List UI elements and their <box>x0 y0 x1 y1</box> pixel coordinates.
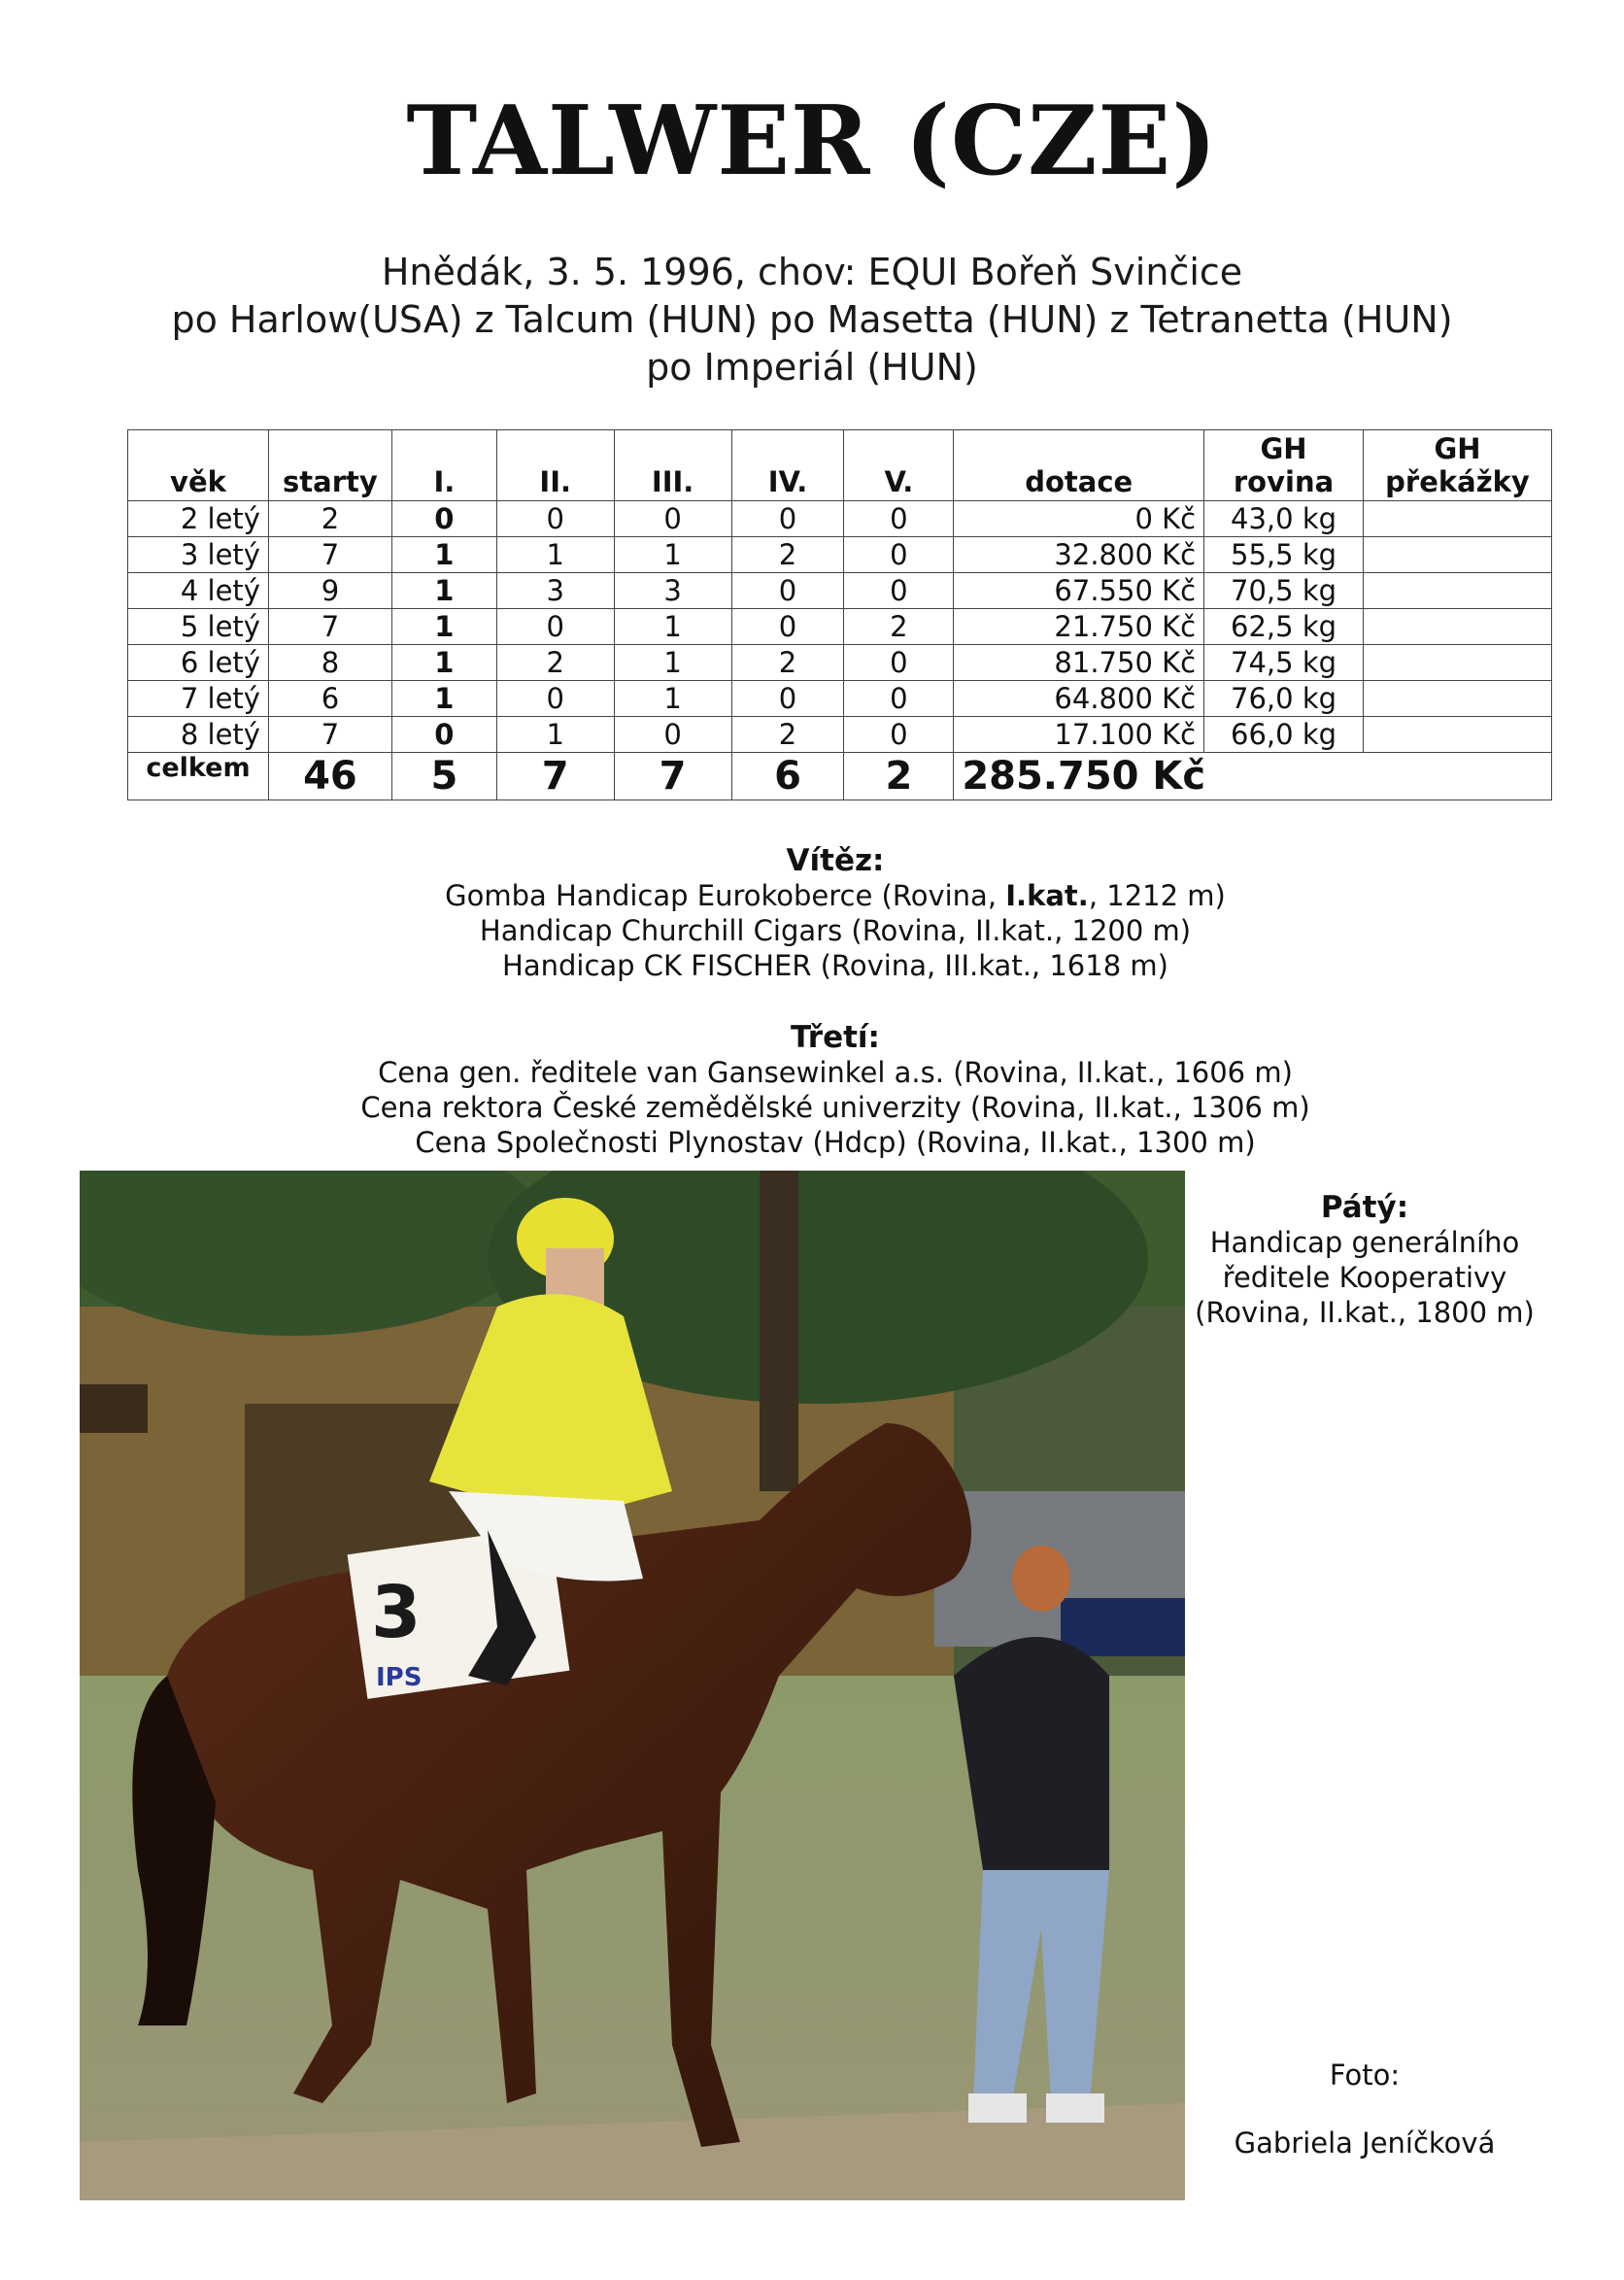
cell-age: 7 letý <box>128 681 269 717</box>
third-race-2: Cena rektora České zemědělské univerzity (Rovina, II.kat., 1306 m) <box>360 1091 1310 1124</box>
total-fourth: 6 <box>731 753 844 800</box>
table-header-row <box>128 430 1552 501</box>
saddlecloth-number: 3 <box>371 1571 422 1654</box>
winner-race-2: Handicap Churchill Cigars (Rovina, II.kat., 1200 m) <box>479 914 1192 947</box>
cell-second: 3 <box>496 573 614 609</box>
fifth-race-line-2: ředitele Kooperativy <box>1222 1261 1507 1294</box>
cell-second: 0 <box>496 681 614 717</box>
cell-fourth: 0 <box>731 681 844 717</box>
horse-photo-illustration <box>80 1171 1185 2200</box>
cell-age: 2 letý <box>128 501 269 537</box>
winner-heading: Vítěz: <box>786 843 885 878</box>
cell-prize-money: 81.750 Kč <box>954 645 1204 681</box>
cell-age: 4 letý <box>128 573 269 609</box>
fifth-race-line-1: Handicap generálního <box>1209 1226 1520 1259</box>
cell-prize-money: 64.800 Kč <box>954 681 1204 717</box>
photo-credit-label: Foto: <box>1329 2059 1401 2092</box>
cell-gh-flat: 70,5 kg <box>1204 573 1364 609</box>
table-row <box>128 537 1552 573</box>
total-first: 5 <box>391 753 496 800</box>
cell-fourth: 0 <box>731 573 844 609</box>
cell-third: 3 <box>614 573 731 609</box>
cell-fourth: 0 <box>731 501 844 537</box>
cell-prize-money: 32.800 Kč <box>954 537 1204 573</box>
cell-starts: 7 <box>268 537 391 573</box>
cell-second: 1 <box>496 537 614 573</box>
winner-race-3: Handicap CK FISCHER (Rovina, III.kat., 1618 m) <box>502 949 1168 982</box>
cell-fifth: 0 <box>844 573 954 609</box>
cell-first: 1 <box>391 609 496 645</box>
third-race-3: Cena Společnosti Plynostav (Hdcp) (Rovina, II.kat., 1300 m) <box>415 1126 1256 1159</box>
total-second: 7 <box>496 753 614 800</box>
cell-gh-flat: 66,0 kg <box>1204 717 1364 753</box>
cell-gh-flat: 62,5 kg <box>1204 609 1364 645</box>
cell-fifth: 0 <box>844 717 954 753</box>
race-statistics-table <box>127 429 1552 800</box>
third-race-1: Cena gen. ředitele van Gansewinkel a.s. (Rovina, II.kat., 1606 m) <box>378 1056 1293 1089</box>
winner-race-1: Gomba Handicap Eurokoberce (Rovina, I.kat., 1212 m) <box>445 879 1226 912</box>
cell-fourth: 0 <box>731 609 844 645</box>
header-first: I. <box>391 430 496 501</box>
cell-age: 8 letý <box>128 717 269 753</box>
header-prize-money: dotace <box>954 430 1204 501</box>
cell-gh-jumps <box>1363 537 1551 573</box>
total-prize-money: 285.750 Kč <box>954 753 1552 800</box>
cell-first: 0 <box>391 717 496 753</box>
pedigree-line-2: po Imperiál (HUN) <box>646 346 978 389</box>
fifth-heading: Pátý: <box>1320 1190 1409 1225</box>
horse-photo <box>80 1171 1185 2200</box>
table-row <box>128 717 1552 753</box>
table-row <box>128 609 1552 645</box>
cell-age: 3 letý <box>128 537 269 573</box>
cell-fourth: 2 <box>731 645 844 681</box>
pedigree-line-1: po Harlow(USA) z Talcum (HUN) po Masetta (HUN) z Tetranetta (HUN) <box>171 298 1453 341</box>
total-fifth: 2 <box>844 753 954 800</box>
cell-gh-flat: 55,5 kg <box>1204 537 1364 573</box>
cell-second: 1 <box>496 717 614 753</box>
cell-age: 5 letý <box>128 609 269 645</box>
saddlecloth-sponsor: IPS <box>376 1663 423 1692</box>
cell-gh-jumps <box>1363 681 1551 717</box>
cell-fifth: 0 <box>844 681 954 717</box>
total-third: 7 <box>614 753 731 800</box>
cell-third: 1 <box>614 537 731 573</box>
cell-third: 1 <box>614 645 731 681</box>
horse-info-line-1: Hnědák, 3. 5. 1996, chov: EQUI Bořeň Svinčice <box>381 251 1243 293</box>
total-starts: 46 <box>268 753 391 800</box>
cell-third: 1 <box>614 609 731 645</box>
cell-prize-money: 0 Kč <box>954 501 1204 537</box>
cell-first: 1 <box>391 645 496 681</box>
cell-starts: 6 <box>268 681 391 717</box>
cell-fifth: 0 <box>844 537 954 573</box>
cell-fifth: 0 <box>844 645 954 681</box>
cell-gh-flat: 76,0 kg <box>1204 681 1364 717</box>
cell-starts: 7 <box>268 717 391 753</box>
cell-gh-flat: 74,5 kg <box>1204 645 1364 681</box>
cell-second: 2 <box>496 645 614 681</box>
table-row <box>128 573 1552 609</box>
cell-first: 1 <box>391 573 496 609</box>
table-total-row <box>128 753 1552 800</box>
cell-third: 0 <box>614 501 731 537</box>
cell-prize-money: 21.750 Kč <box>954 609 1204 645</box>
cell-age: 6 letý <box>128 645 269 681</box>
fifth-race-line-3: (Rovina, II.kat., 1800 m) <box>1195 1296 1535 1329</box>
cell-fourth: 2 <box>731 537 844 573</box>
cell-fourth: 2 <box>731 717 844 753</box>
cell-first: 0 <box>391 501 496 537</box>
cell-starts: 2 <box>268 501 391 537</box>
header-gh-flat: GH rovina <box>1204 430 1364 501</box>
header-second: II. <box>496 430 614 501</box>
cell-prize-money: 67.550 Kč <box>954 573 1204 609</box>
cell-prize-money: 17.100 Kč <box>954 717 1204 753</box>
horse-name-title: TALWER (CZE) <box>406 85 1218 197</box>
cell-gh-jumps <box>1363 645 1551 681</box>
cell-gh-jumps <box>1363 717 1551 753</box>
header-fifth: V. <box>844 430 954 501</box>
cell-fifth: 2 <box>844 609 954 645</box>
cell-gh-jumps <box>1363 609 1551 645</box>
header-third: III. <box>614 430 731 501</box>
cell-starts: 7 <box>268 609 391 645</box>
table-row <box>128 501 1552 537</box>
cell-starts: 9 <box>268 573 391 609</box>
table-row <box>128 681 1552 717</box>
cell-gh-jumps <box>1363 501 1551 537</box>
fifth-section <box>1185 1190 1544 1330</box>
cell-gh-flat: 43,0 kg <box>1204 501 1364 537</box>
cell-first: 1 <box>391 537 496 573</box>
cell-second: 0 <box>496 501 614 537</box>
winner-section <box>0 843 1624 983</box>
third-section <box>0 1020 1624 1160</box>
total-label: celkem <box>128 753 269 800</box>
cell-gh-jumps <box>1363 573 1551 609</box>
third-heading: Třetí: <box>791 1020 880 1055</box>
cell-starts: 8 <box>268 645 391 681</box>
header-starts: starty <box>268 430 391 501</box>
header-gh-jumps: GH překážky <box>1363 430 1551 501</box>
photo-credit-name: Gabriela Jeníčková <box>1234 2127 1496 2160</box>
cell-first: 1 <box>391 681 496 717</box>
table-row <box>128 645 1552 681</box>
header-fourth: IV. <box>731 430 844 501</box>
header-age: věk <box>128 430 269 501</box>
cell-third: 0 <box>614 717 731 753</box>
cell-fifth: 0 <box>844 501 954 537</box>
cell-second: 0 <box>496 609 614 645</box>
cell-third: 1 <box>614 681 731 717</box>
